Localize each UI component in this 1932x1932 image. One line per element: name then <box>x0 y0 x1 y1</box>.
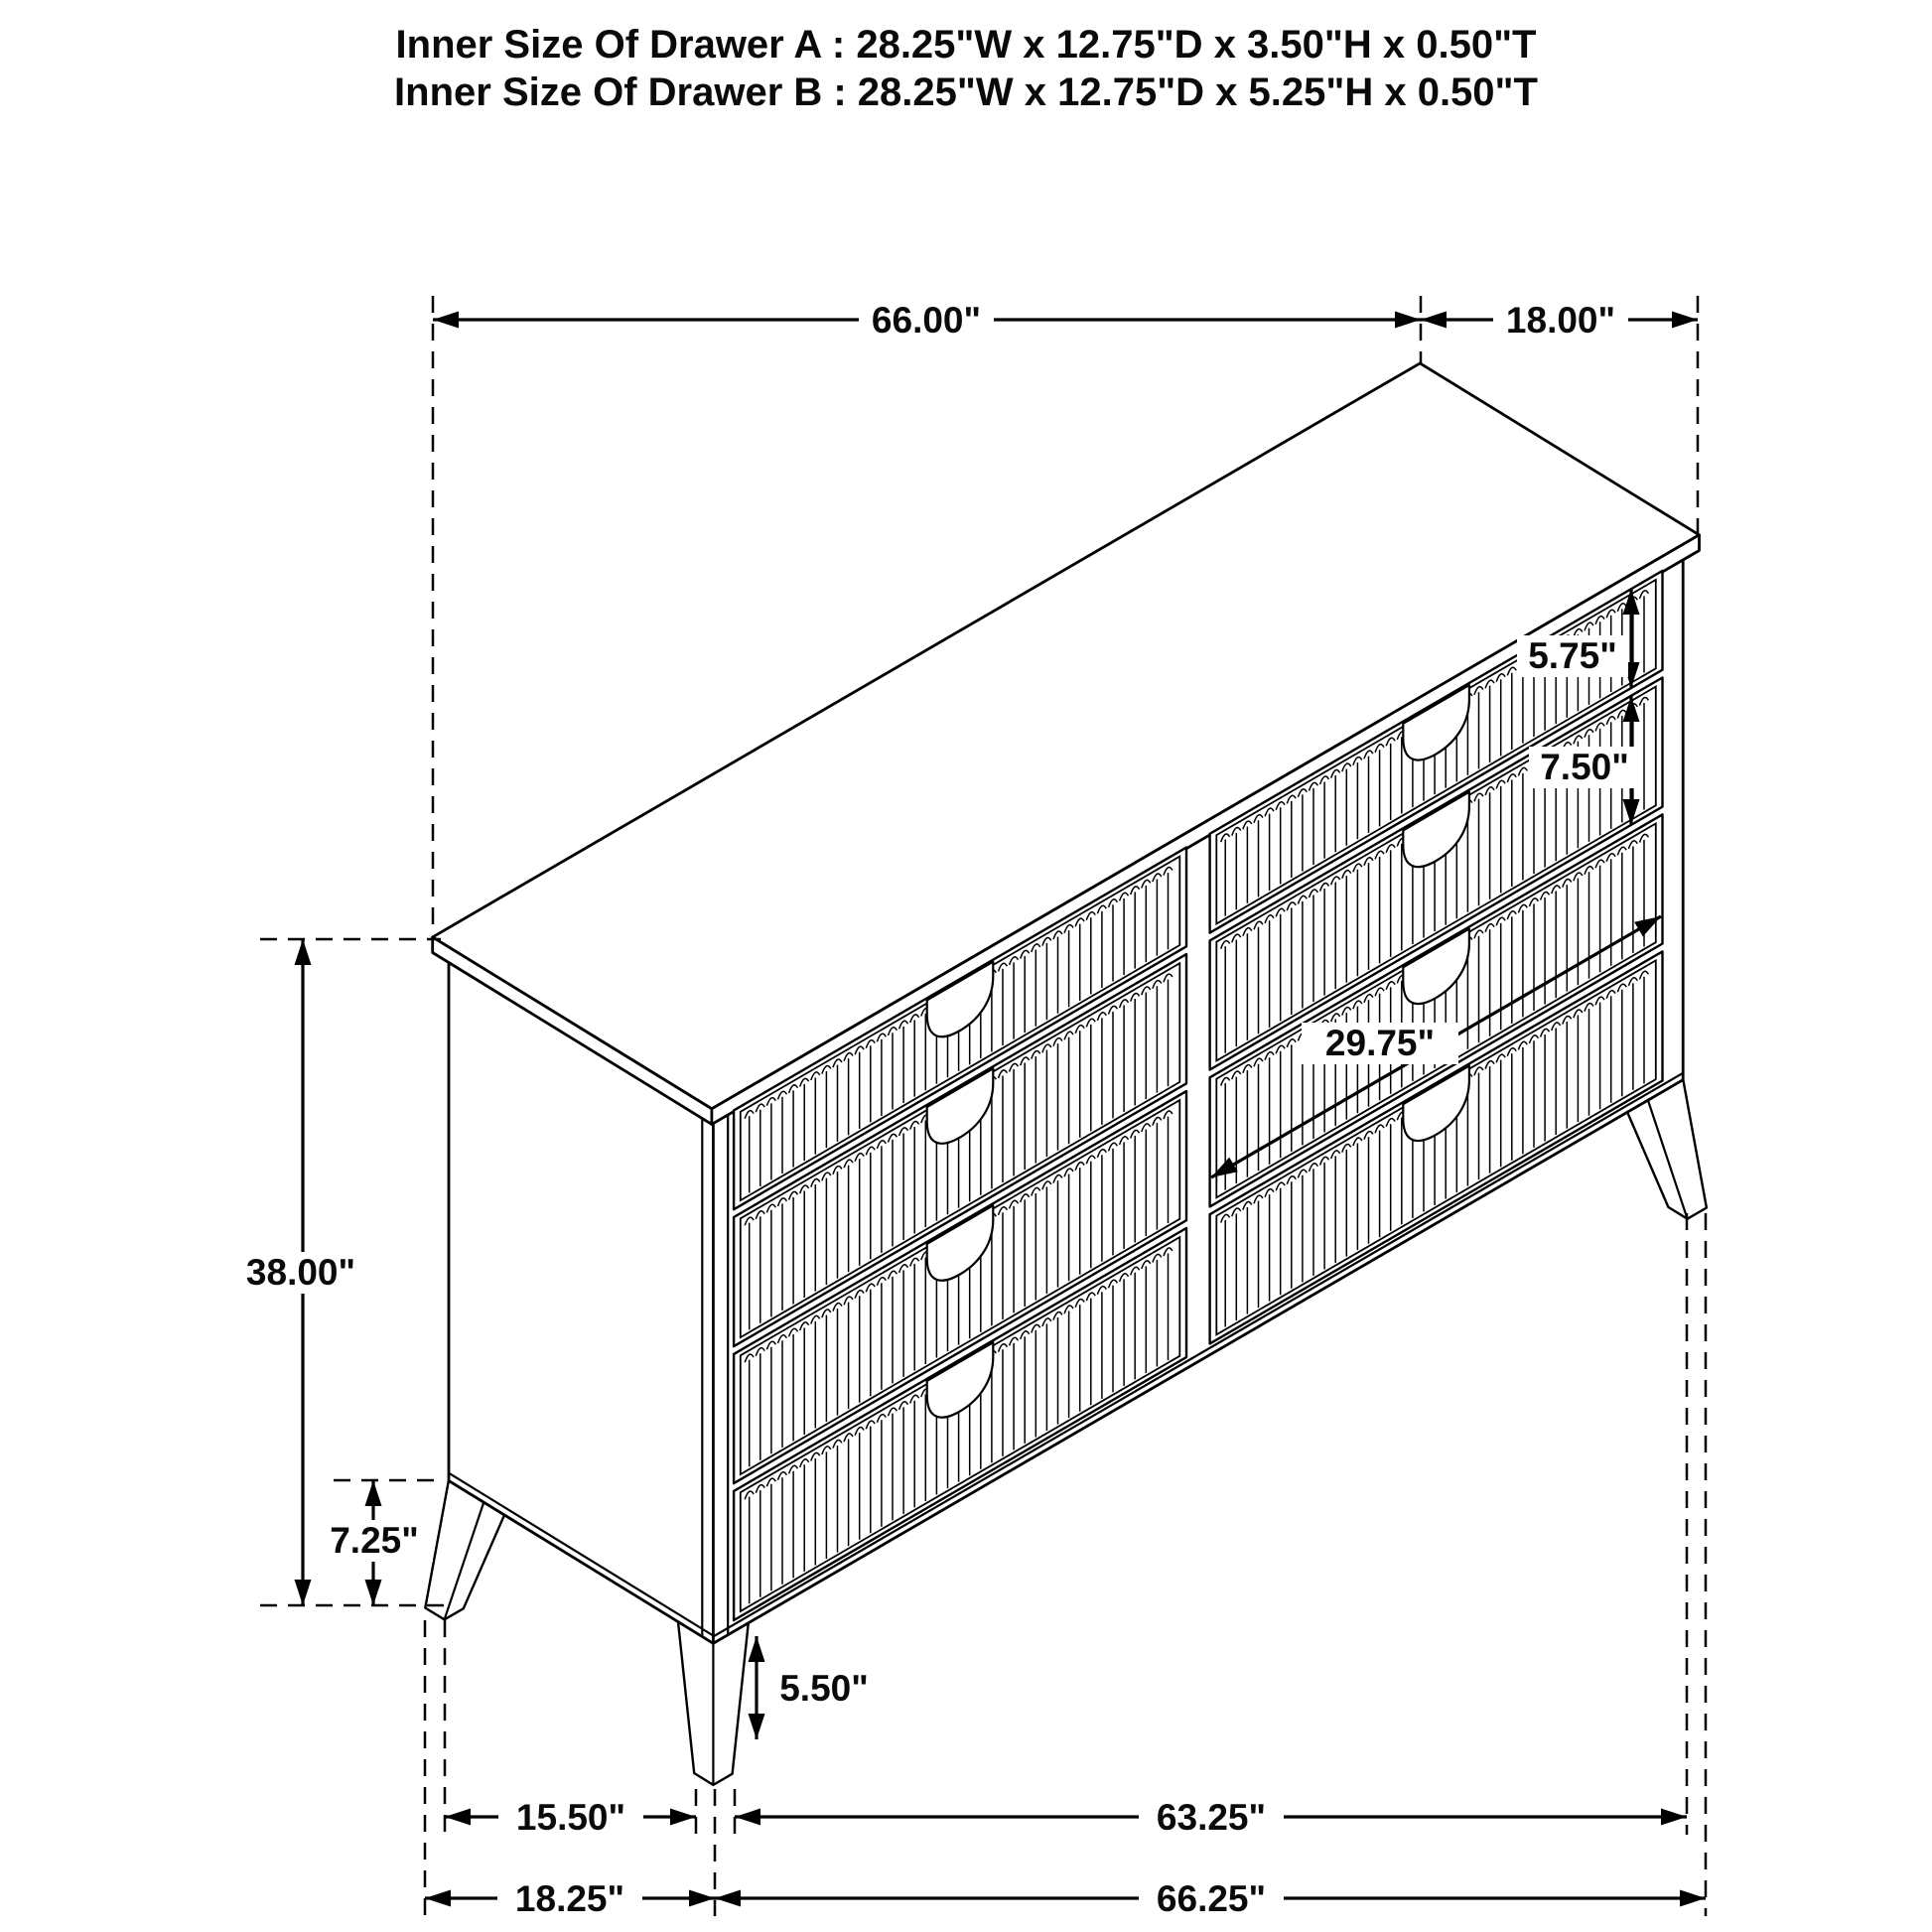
dim-drawer-b-height-label: 7.50" <box>1540 747 1629 787</box>
dim-overall-width-label: 66.25" <box>1156 1878 1267 1919</box>
dim-top-width-label: 66.00" <box>871 300 982 341</box>
dim-overall-depth-label: 18.25" <box>514 1878 625 1919</box>
dim-leg-span-depth-label: 15.50" <box>515 1797 626 1838</box>
dim-front-leg-label: 5.50" <box>779 1668 869 1709</box>
dim-leg-span-width-label: 63.25" <box>1156 1797 1267 1838</box>
dim-overall-height-label: 38.00" <box>245 1252 356 1293</box>
dim-base-height-label: 7.25" <box>330 1520 419 1561</box>
dim-drawer-width-label: 29.75" <box>1324 1023 1436 1063</box>
title-line-2: Inner Size Of Drawer B : 28.25"W x 12.75"D x 5.25"H x 0.50"T <box>394 70 1538 114</box>
dim-top-depth-label: 18.00" <box>1505 300 1616 341</box>
dim-drawer-a-height-label: 5.75" <box>1528 635 1617 676</box>
title-line-1: Inner Size Of Drawer A : 28.25"W x 12.75"D x 3.50"H x 0.50"T <box>395 23 1537 67</box>
